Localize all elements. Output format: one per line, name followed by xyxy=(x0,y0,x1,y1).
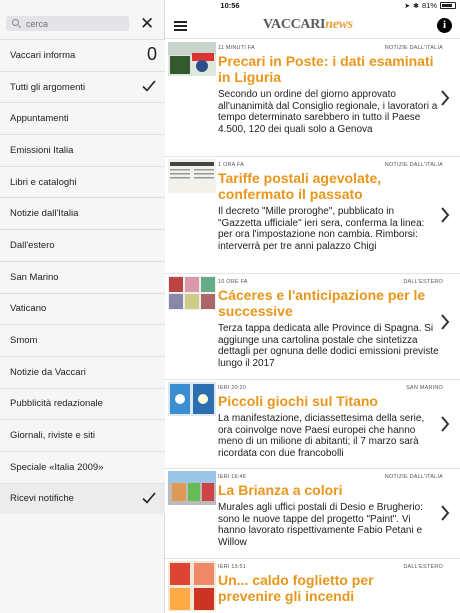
article-card[interactable] xyxy=(165,274,460,380)
article-card[interactable] xyxy=(165,380,460,469)
sidebar-item-smom[interactable] xyxy=(0,324,165,356)
article-thumbnail xyxy=(168,276,216,310)
article-category: NOTIZIE DALL'ITALIA xyxy=(384,162,443,168)
close-icon[interactable]: ✕ xyxy=(140,14,155,33)
sidebar-item-label: Pubblicità redazionale xyxy=(10,398,103,410)
sidebar-item-tutti-gli-argomenti[interactable] xyxy=(0,71,165,103)
article-card[interactable] xyxy=(165,469,460,559)
category-menu xyxy=(0,39,165,514)
sidebar-item-label: Emissioni Italia xyxy=(10,144,74,156)
article-meta xyxy=(218,162,443,168)
main-panel xyxy=(165,0,460,613)
article-summary: Il decreto "Mille proroghe", pubblicato in "Gazzetta ufficiale" ieri sera, conferma la linea: per ora l'impostazione non cambia. Rimborsi: interverrà per tre anni palazzo Chigi xyxy=(218,206,425,252)
article-category: DALL'ESTERO xyxy=(403,564,443,570)
search-box[interactable] xyxy=(6,16,129,31)
article-title[interactable]: La Brianza a colori xyxy=(218,482,343,498)
sidebar-item-appuntamenti[interactable] xyxy=(0,102,165,134)
article-title[interactable]: Tariffe postali agevolate, confermato il passato xyxy=(218,170,382,202)
search-icon xyxy=(12,19,19,26)
article-thumbnail xyxy=(168,561,216,611)
article-meta xyxy=(218,474,443,480)
article-meta xyxy=(218,385,443,391)
chevron-right-icon[interactable] xyxy=(440,207,450,223)
sidebar-item-speciale-italia-2009[interactable] xyxy=(0,451,165,483)
article-title[interactable]: Un... caldo foglietto per prevenire gli incendi xyxy=(218,572,374,604)
article-meta xyxy=(218,279,443,285)
hamburger-menu-icon[interactable] xyxy=(174,21,187,31)
battery-percent: 81% xyxy=(421,1,437,10)
article-card[interactable] xyxy=(165,157,460,274)
article-time: 10 ORE FA xyxy=(218,279,248,285)
article-summary: La manifestazione, diciassettesima della serie, ora coinvolge nove Paesi europei che hanno meno di un milione di abitanti; il 7 marzo sarà ricordata con due francobolli xyxy=(218,413,425,459)
article-title[interactable]: Precari in Poste: i dati esaminati in Liguria xyxy=(218,53,434,85)
sidebar-item-san-marino[interactable] xyxy=(0,261,165,293)
article-time: 1 ORA FA xyxy=(218,162,245,168)
sidebar-item-label: Giornali, riviste e siti xyxy=(10,430,95,442)
sidebar xyxy=(0,0,165,613)
article-title[interactable]: Piccoli giochi sul Titano xyxy=(218,393,378,409)
article-category: NOTIZIE DALL'ITALIA xyxy=(384,45,443,51)
article-summary: Secondo un ordine del giorno approvato all'unanimità dal Consiglio regionale, i lavoratori a tempo determinato sarebbero in tutto il Paese 4.500, 120 dei quali solo a Genova xyxy=(218,89,438,135)
article-meta xyxy=(218,45,443,51)
article-time: IERI 13:51 xyxy=(218,564,246,570)
sidebar-item-label: Notizie dall'Italia xyxy=(10,208,79,220)
article-summary: Terza tappa dedicata alle Province di Spagna. Si aggiunge una cartolina postale che sintetizza dettagli per ognuna delle dodici emissioni previste lungo il 2017 xyxy=(218,323,439,369)
location-icon: ➤ xyxy=(404,2,411,10)
sidebar-item-label: Notizie da Vaccari xyxy=(10,366,86,378)
sidebar-item-label: Ricevi notifiche xyxy=(10,493,74,505)
sidebar-item-vaticano[interactable] xyxy=(0,293,165,325)
sidebar-item-label: Dall'estero xyxy=(10,239,55,251)
sidebar-item-label: Libri e cataloghi xyxy=(10,176,77,188)
article-thumbnail xyxy=(168,42,216,76)
sidebar-item-notizie-da-vaccari[interactable] xyxy=(0,356,165,388)
article-time: IERI 16:46 xyxy=(218,474,246,480)
info-icon[interactable]: i xyxy=(437,18,452,33)
article-category: SAN MARINO xyxy=(406,385,443,391)
checkmark-icon xyxy=(142,79,156,93)
article-category: NOTIZIE DALL'ITALIA xyxy=(384,474,443,480)
chevron-right-icon[interactable] xyxy=(440,505,450,521)
article-time: IERI 20:20 xyxy=(218,385,246,391)
article-thumbnail xyxy=(168,159,216,193)
checkmark-icon xyxy=(142,491,156,505)
article-summary: Murales agli uffici postali di Desio e Brugherio: sono le nuove tappe del progetto "Paint". Vi hanno lavorato rispettivamente Fabio Petani e Willow xyxy=(218,502,423,548)
search-row xyxy=(0,12,165,38)
logo-part-news: news xyxy=(325,17,353,32)
article-meta xyxy=(218,564,443,570)
article-card[interactable] xyxy=(165,40,460,157)
search-input[interactable] xyxy=(26,16,126,31)
sidebar-item-ricevi-notifiche[interactable] xyxy=(0,483,165,515)
article-category: DALL'ESTERO xyxy=(403,279,443,285)
sidebar-item-label: Vaccari informa xyxy=(10,49,76,61)
clock: 10:56 xyxy=(220,1,240,10)
unread-count: 0 xyxy=(146,44,157,64)
sidebar-item-label: San Marino xyxy=(10,271,59,283)
article-thumbnail xyxy=(168,471,216,505)
sidebar-item-label: Speciale «Italia 2009» xyxy=(10,461,104,473)
nav-bar xyxy=(165,12,460,39)
sidebar-item-giornali-riviste-siti[interactable] xyxy=(0,419,165,451)
chevron-right-icon[interactable] xyxy=(440,416,450,432)
sidebar-item-label: Tutti gli argomenti xyxy=(10,81,86,93)
sidebar-item-label: Smom xyxy=(10,335,38,347)
article-card[interactable] xyxy=(165,559,460,613)
article-title[interactable]: Cáceres e l'anticipazione per le successive xyxy=(218,287,426,319)
sidebar-item-vaccari-informa[interactable] xyxy=(0,39,165,71)
logo-part-vaccari: VACCARI xyxy=(263,17,326,32)
sidebar-item-label: Vaticano xyxy=(10,303,47,315)
chevron-right-icon[interactable] xyxy=(440,90,450,106)
article-time: 11 MINUTI FA xyxy=(218,45,255,51)
sidebar-item-emissioni-italia[interactable] xyxy=(0,134,165,166)
sidebar-item-dall-estero[interactable] xyxy=(0,229,165,261)
bluetooth-icon: ✱ xyxy=(413,2,419,10)
chevron-right-icon[interactable] xyxy=(440,314,450,330)
sidebar-item-label: Appuntamenti xyxy=(10,113,69,125)
article-thumbnail xyxy=(168,382,216,416)
sidebar-item-pubblicita-redazionale[interactable] xyxy=(0,388,165,420)
sidebar-item-libri-e-cataloghi[interactable] xyxy=(0,166,165,198)
article-list xyxy=(165,40,460,613)
app-logo xyxy=(263,17,353,33)
sidebar-item-notizie-dall-italia[interactable] xyxy=(0,197,165,229)
